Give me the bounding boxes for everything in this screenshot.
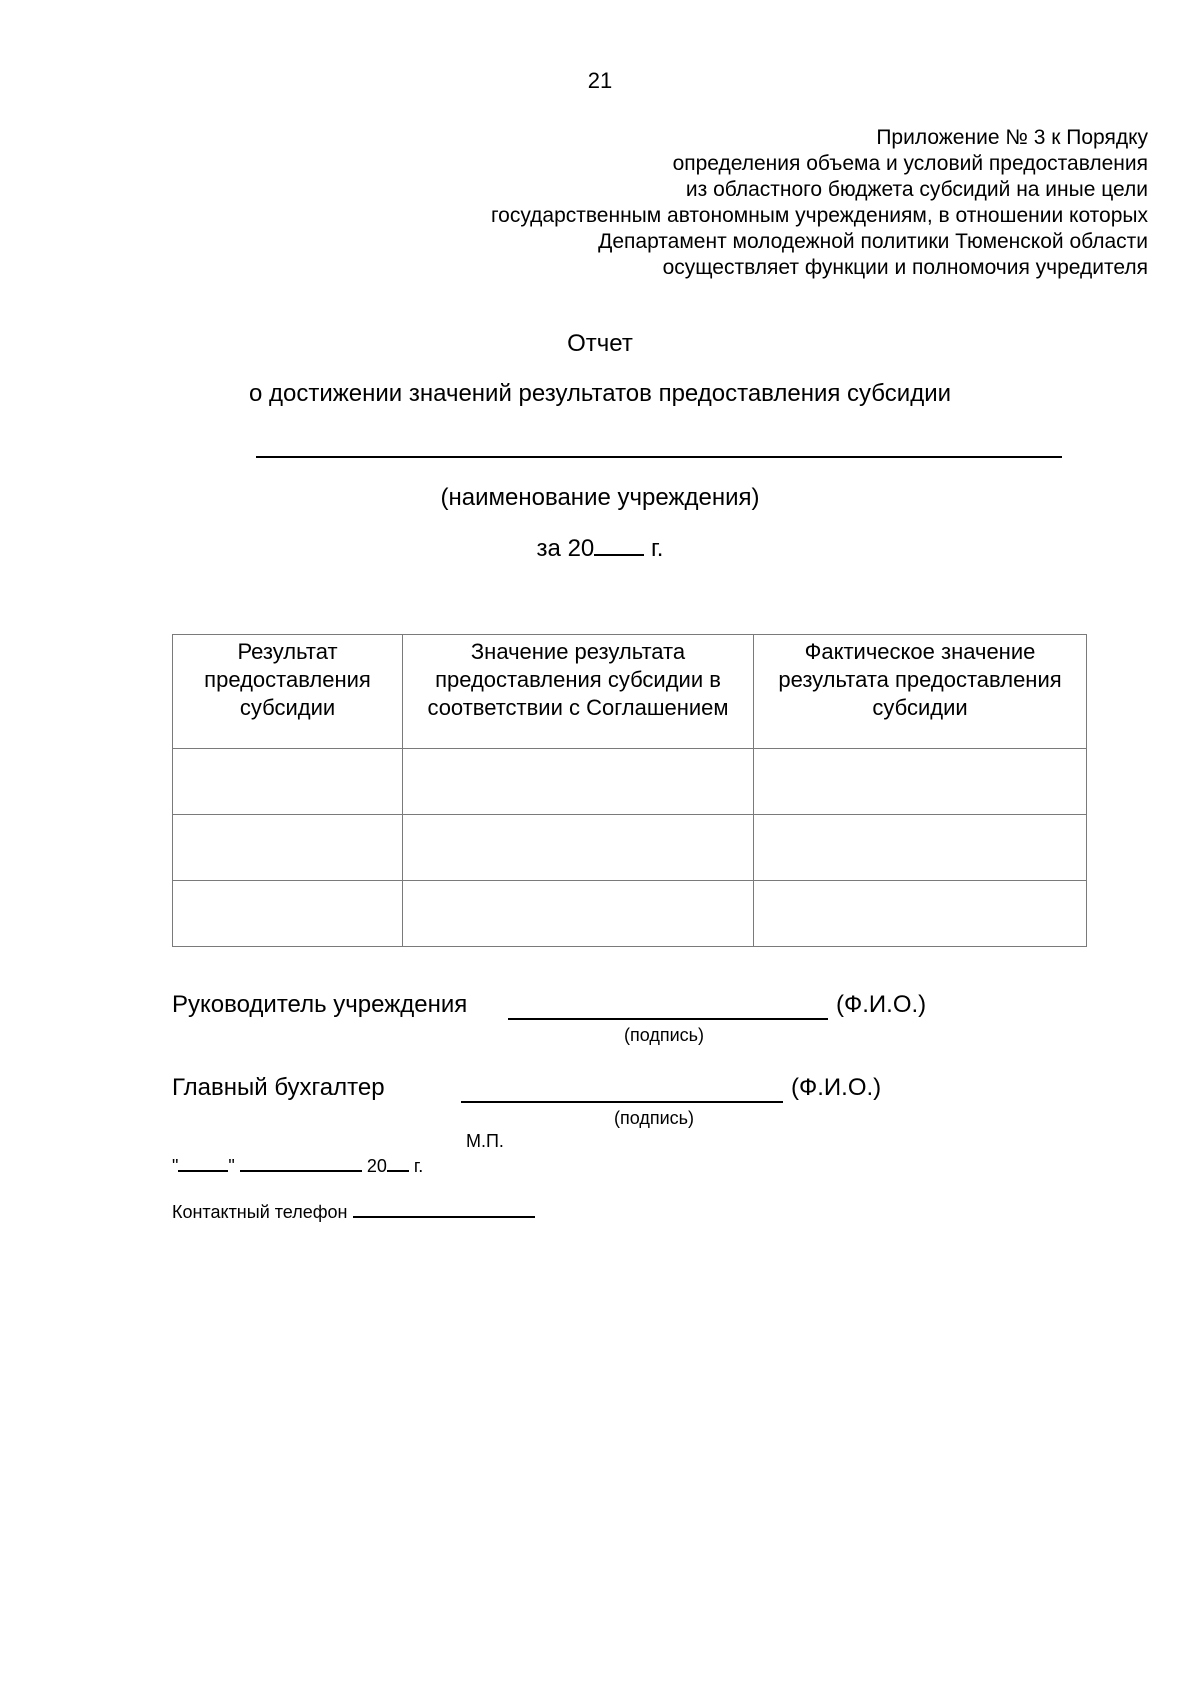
head-signature-caption: (подпись) (624, 1025, 705, 1045)
date-open-quote: " (172, 1156, 179, 1176)
appendix-line: из областного бюджета субсидий на иные цели (685, 178, 1148, 201)
accountant-signature-caption: (подпись) (614, 1108, 695, 1128)
date-month-field[interactable] (240, 1154, 362, 1172)
results-table (172, 634, 1087, 947)
table-cell[interactable] (173, 749, 403, 815)
appendix-line: государственным автономным учреждениям, в отношении которых (490, 204, 1148, 227)
column-header-result: Результат предоставления субсидии (173, 635, 403, 749)
appendix-line: Приложение № 3 к Порядку (876, 126, 1148, 149)
head-label: Руководитель учреждения (172, 991, 468, 1018)
contact-phone-line (172, 1200, 535, 1223)
head-signature-field[interactable] (508, 1018, 828, 1020)
date-close-quote: " (228, 1156, 235, 1176)
table-cell[interactable] (403, 881, 754, 947)
date-year-field[interactable] (387, 1154, 409, 1172)
accountant-signature-field[interactable] (461, 1101, 783, 1103)
report-year-line (0, 534, 1200, 563)
stamp-place: М.П. (466, 1131, 504, 1151)
table-row (173, 881, 1087, 947)
appendix-line: осуществляет функции и полномочия учредителя (662, 256, 1148, 279)
appendix-line: Департамент молодежной политики Тюменской области (598, 230, 1148, 253)
date-line (172, 1154, 423, 1177)
institution-name-field[interactable] (256, 456, 1062, 458)
document-subtitle: о достижении значений результатов предоставления субсидии (248, 380, 952, 407)
date-day-field[interactable] (178, 1154, 228, 1172)
date-suffix: г. (413, 1156, 424, 1176)
column-header-planned-value: Значение результата предоставления субсидии в соответствии с Соглашением (403, 635, 754, 749)
year-prefix: за 20 (536, 535, 595, 562)
column-header-actual-value: Фактическое значение результата предоставления субсидии (754, 635, 1087, 749)
appendix-line: определения объема и условий предоставления (672, 152, 1148, 175)
document-title: Отчет (567, 330, 633, 357)
table-cell[interactable] (173, 815, 403, 881)
table-cell[interactable] (754, 815, 1087, 881)
table-header-row (173, 635, 1087, 749)
table-cell[interactable] (754, 881, 1087, 947)
head-fio: (Ф.И.О.) (836, 991, 927, 1018)
year-field[interactable] (594, 534, 644, 556)
table-cell[interactable] (754, 749, 1087, 815)
table-cell[interactable] (173, 881, 403, 947)
contact-phone-label: Контактный телефон (172, 1202, 348, 1222)
table-cell[interactable] (403, 815, 754, 881)
table-row (173, 749, 1087, 815)
year-suffix: г. (650, 535, 664, 562)
page-number: 21 (587, 68, 613, 93)
accountant-fio: (Ф.И.О.) (791, 1074, 882, 1101)
date-year-prefix: 20 (366, 1156, 387, 1176)
table-row (173, 815, 1087, 881)
institution-name-caption: (наименование учреждения) (440, 484, 760, 511)
table-cell[interactable] (403, 749, 754, 815)
accountant-label: Главный бухгалтер (172, 1074, 385, 1101)
contact-phone-field[interactable] (353, 1200, 535, 1218)
appendix-note (248, 125, 1148, 281)
